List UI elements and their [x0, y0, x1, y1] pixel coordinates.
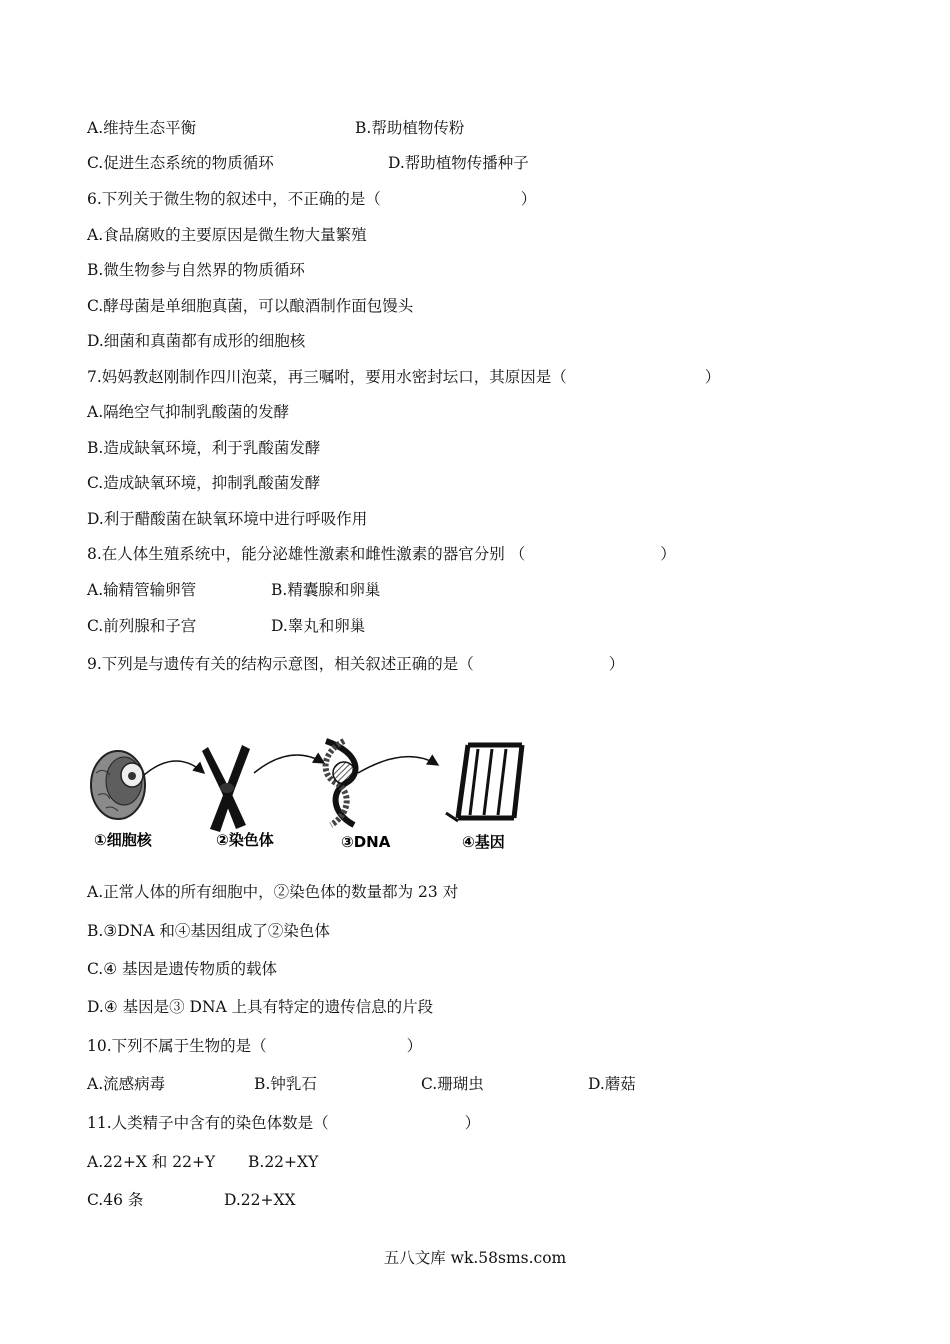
- q11-stem: [87, 1113, 480, 1133]
- q11-option-d: D.22+XX: [224, 1191, 296, 1209]
- arrow-1: [144, 761, 204, 775]
- q11-option-c: C.46 条: [87, 1191, 144, 1209]
- q8-close-paren: ）: [660, 545, 676, 563]
- q9-option-c: C.④ 基因是遗传物质的载体: [87, 960, 278, 978]
- q5-option-c: C.促进生态系统的物质循环: [87, 154, 274, 172]
- q8-option-d: D.睾丸和卵巢: [271, 617, 366, 635]
- page-footer: 五八文库 wk.58sms.com: [383, 1249, 567, 1267]
- dna-helix-image: [326, 741, 356, 825]
- q10-option-b: B.钟乳石: [254, 1075, 317, 1093]
- q9-option-a: A.正常人体的所有细胞中，②染色体的数量都为 23 对: [87, 883, 459, 901]
- q11-stem-text: 11.人类精子中含有的染色体数是（: [87, 1114, 329, 1132]
- q10-close-paren: ）: [406, 1037, 423, 1055]
- q9-option-b: B.③DNA 和④基因组成了②染色体: [87, 922, 330, 940]
- q10-stem: [87, 1036, 422, 1056]
- cell-nucleus-image: [91, 751, 145, 819]
- q10-option-c: C.珊瑚虫: [421, 1075, 484, 1093]
- gene-segment-image: [446, 745, 522, 821]
- q10-option-a: A.流感病毒: [87, 1075, 166, 1093]
- q9-stem: [87, 654, 624, 674]
- q9-option-d: D.④ 基因是③ DNA 上具有特定的遗传信息的片段: [87, 998, 434, 1016]
- q6-option-a: A.食品腐败的主要原因是微生物大量繁殖: [87, 226, 367, 244]
- q10-option-d: D.蘑菇: [588, 1075, 636, 1093]
- q7-option-c: C.造成缺氧环境，抑制乳酸菌发酵: [87, 474, 321, 492]
- q8-option-a: A.输精管输卵管: [87, 581, 197, 599]
- q7-close-paren: ）: [704, 368, 721, 386]
- q6-option-d: D.细菌和真菌都有成形的细胞核: [87, 332, 306, 350]
- label-gene: ④基因: [462, 833, 505, 851]
- q8-stem-text: 8.在人体生殖系统中，能分泌雄性激素和雌性激素的器官分别 （: [87, 545, 526, 563]
- q6-option-b: B.微生物参与自然界的物质循环: [87, 261, 305, 279]
- q6-stem: [87, 189, 536, 209]
- q7-option-b: B.造成缺氧环境，利于乳酸菌发酵: [87, 439, 321, 457]
- q5-option-a: A.维持生态平衡: [87, 119, 197, 137]
- q11-close-paren: ）: [464, 1114, 481, 1132]
- q7-option-d: D.利于醋酸菌在缺氧环境中进行呼吸作用: [87, 510, 368, 528]
- q6-option-c: C.酵母菌是单细胞真菌，可以酿酒制作面包馒头: [87, 297, 414, 315]
- q9-close-paren: ）: [608, 655, 625, 673]
- q6-stem-text: 6.下列关于微生物的叙述中，不正确的是（: [87, 190, 381, 208]
- q11-option-b: B.22+XY: [248, 1153, 319, 1171]
- q11-option-a: A.22+X 和 22+Y: [87, 1153, 216, 1171]
- q9-stem-text: 9.下列是与遗传有关的结构示意图，相关叙述正确的是（: [87, 655, 474, 673]
- q5-option-b: B.帮助植物传粉: [355, 119, 465, 137]
- arrow-3: [358, 757, 438, 773]
- label-chromosome: ②染色体: [216, 831, 274, 849]
- arrow-2: [254, 755, 324, 773]
- q8-option-b: B.精囊腺和卵巢: [271, 581, 381, 599]
- q10-stem-text: 10.下列不属于生物的是（: [87, 1037, 267, 1055]
- label-dna: ③DNA: [341, 833, 391, 851]
- q8-stem: [87, 544, 676, 564]
- q7-stem: [87, 367, 720, 387]
- chromosome-image: [202, 745, 250, 832]
- q6-close-paren: ）: [520, 190, 537, 208]
- q8-option-c: C.前列腺和子宫: [87, 617, 197, 635]
- label-cell-nucleus: ①细胞核: [94, 831, 152, 849]
- q7-stem-text: 7.妈妈教赵刚制作四川泡菜，再三嘱咐，要用水密封坛口，其原因是（: [87, 368, 567, 386]
- genetics-structure-diagram: [86, 733, 536, 863]
- q7-option-a: A.隔绝空气抑制乳酸菌的发酵: [87, 403, 290, 421]
- q5-option-d: D.帮助植物传播种子: [388, 154, 529, 172]
